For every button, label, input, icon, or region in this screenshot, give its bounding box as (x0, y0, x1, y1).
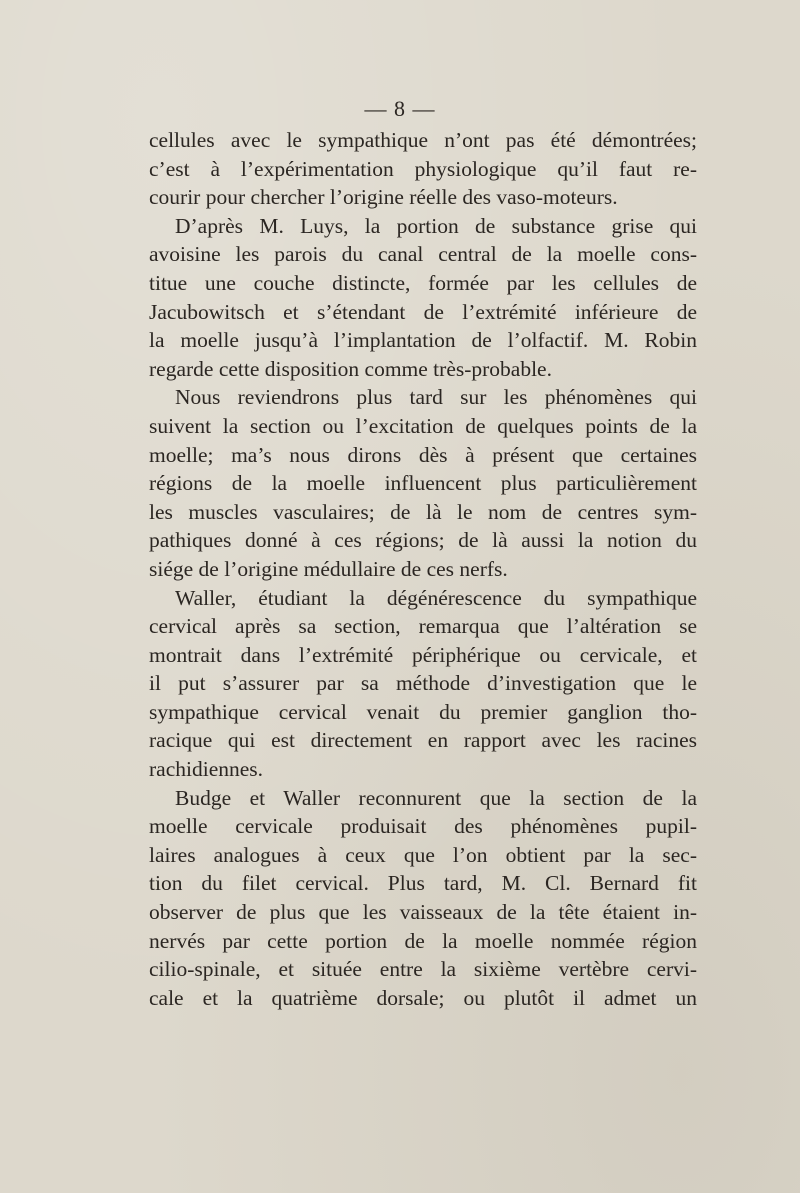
text-line: Jacubowitsch et s’étendant de l’extrémité inférieure de (149, 299, 697, 324)
text-line: tion du filet cervical. Plus tard, M. Cl. Bernard fit (149, 871, 697, 896)
text-line: laires analogues à ceux que l’on obtient par la sec- (149, 842, 697, 867)
text-line: regarde cette disposition comme très-probable. (149, 356, 552, 381)
text-line: courir pour chercher l’origine réelle des vaso-moteurs. (149, 185, 618, 210)
text-line: il put s’assurer par sa méthode d’investigation que le (149, 671, 697, 696)
text-line: moelle cervicale produisait des phénomènes pupil- (149, 814, 697, 839)
text-line: D’après M. Luys, la portion de substance grise qui (175, 213, 697, 238)
text-line: cellules avec le sympathique n’ont pas été démontrées; (149, 128, 697, 152)
text-line: Waller, étudiant la dégénérescence du sympathique (175, 585, 697, 610)
text-line: régions de la moelle influencent plus particulièrement (149, 471, 697, 496)
text-line: observer de plus que les vaisseaux de la tête étaient in- (149, 900, 697, 925)
text-line: rachidiennes. (149, 757, 264, 782)
text-line: sympathique cervical venait du premier ganglion tho- (149, 699, 697, 724)
text-line: cale et la quatrième dorsale; ou plutôt il admet un (149, 985, 697, 1010)
text-line: moelle; ma’s nous dirons dès à présent que certaines (149, 442, 697, 467)
text-line: avoisine les parois du canal central de la moelle cons- (149, 242, 697, 267)
body-text (149, 126, 697, 1012)
text-line: la moelle jusqu’à l’implantation de l’olfactif. M. Robin (149, 328, 697, 353)
text-line: racique qui est directement en rapport avec les racines (149, 728, 697, 753)
text-line: cervical après sa section, remarqua que l’altération se (149, 614, 697, 639)
text-line: siége de l’origine médullaire de ces nerfs. (149, 556, 508, 581)
text-line: pathiques donné à ces régions; de là aussi la notion du (149, 528, 697, 553)
text-line: Budge et Waller reconnurent que la section de la (175, 785, 697, 810)
page-number: — 8 — (364, 96, 436, 121)
text-line: titue une couche distincte, formée par les cellules de (149, 270, 697, 295)
text-line: montrait dans l’extrémité périphérique ou cervicale, et (149, 642, 697, 667)
text-line: Nous reviendrons plus tard sur les phénomènes qui (175, 385, 697, 410)
text-line: nervés par cette portion de la moelle nommée région (149, 928, 697, 953)
text-line: suivent la section ou l’excitation de quelques points de la (149, 413, 697, 438)
text-line: les muscles vasculaires; de là le nom de centres sym- (149, 499, 697, 524)
text-line: cilio-spinale, et située entre la sixième vertèbre cervi- (149, 957, 697, 982)
text-line: c’est à l’expérimentation physiologique qu’il faut re- (149, 156, 697, 181)
